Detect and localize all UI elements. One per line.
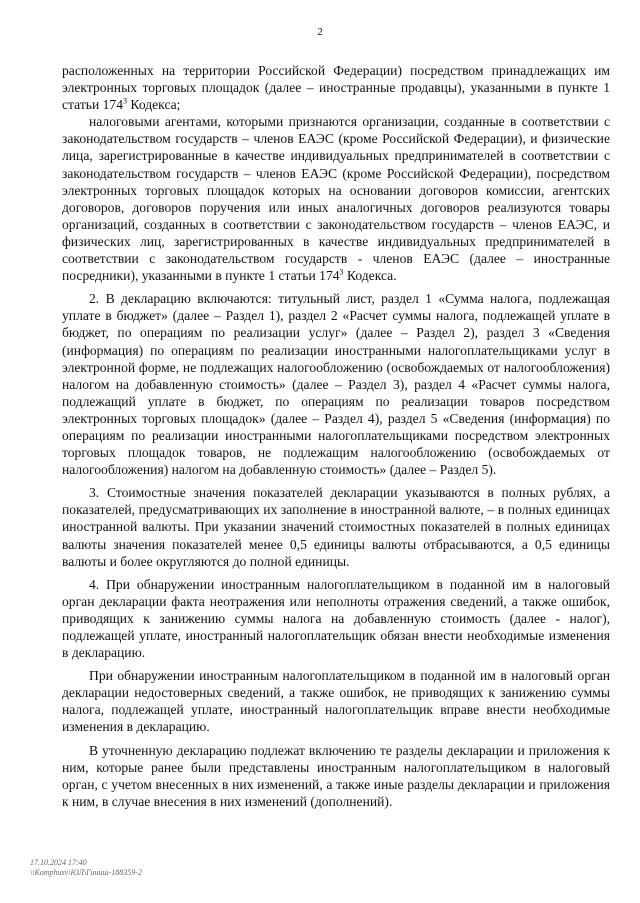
footer-file-path: \\Komphusv\ЮЛ\Гиниш-188359-2 xyxy=(30,868,142,877)
document-body xyxy=(62,62,610,810)
paragraph-continuation: расположенных на территории Российской Федерации) посредством принадлежащих им электронных торговых площадок (далее – иностранные продавцы), указанными в пункте 1 статьи $174^3$ Кодекса; xyxy=(62,63,610,113)
paragraph-right-to-amend: При обнаружении иностранным налогоплательщиком в поданной им в налоговый орган декларации недостоверных сведений, а также ошибок, не приводящих к занижению суммы налога, подлежащей уплате, иностранный налогоплательщик вправе внести необходимые изменения в декларацию. xyxy=(62,668,610,735)
superscript: 3 xyxy=(123,96,128,106)
paragraph-tax-agents: налоговыми агентами, которыми признаются организации, созданные в соответствии с законодательством государств – членов ЕАЭС (кроме Российской Федерации), и физические лица, зарегистрированные в качестве индивидуальных предпринимателей в соответствии с законодательством государств – членов ЕАЭС (кроме Российской Федерации), посредством электронных торговых площадок которых на основании договоров комиссии, агентских договоров, договоров поручения или иных аналогичных договоров реализуются товары организаций, созданных в соответствии с законодательством государств – членов ЕАЭС, и физических лиц, зарегистрированных в качестве индивидуальных предпринимателей в соответствии с законодательством государств - членов ЕАЭС (далее – иностранные посредники), указанными в пункте 1 статьи $174^3$ Кодекса. xyxy=(62,114,610,284)
paragraph-declaration-sections: 2. В декларацию включаются: титульный лист, раздел 1 «Сумма налога, подлежащая уплате в бюджет» (далее – Раздел 1), раздел 2 «Расчет суммы налога, подлежащей уплате в бюджет, по операциям по реализации услуг» (далее – Раздел 2), раздел 3 «Сведения (информация) по операциям по реализации иностранными налогоплательщиками услуг в электронной форме, не подлежащих налогообложению (освобождаемых от налогообложения) налогом на добавленную стоимость» (далее – Раздел 3), раздел 4 «Расчет суммы налога, подлежащий уплате в бюджет, по операциям по реализации товаров посредством электронных торговых площадок» (далее – Раздел 4), раздел 5 «Сведения (информация) по операциям по реализации иностранными налогоплательщиками посредством электронных торговых площадок товаров, не подлежащим налогообложению (освобождаемых от налогообложения) налогом на добавленную стоимость» (далее – Раздел 5). xyxy=(62,291,610,478)
page-number: 2 xyxy=(317,26,323,38)
document-footer xyxy=(30,858,142,878)
superscript: 3 xyxy=(339,267,344,277)
paragraph-value-indicators: 3. Стоимостные значения показателей декларации указываются в полных рублях, а показателей, предусматривающих их заполнение в иностранной валюте, – в полных единицах иностранной валюты. При указании значений стоимостных показателей в полных единицах валюты значения показателей менее 0,5 единицы валюты отбрасываются, а 0,5 единицы валюты и более округляются до полной единицы. xyxy=(62,485,610,569)
footer-timestamp: 17.10.2024 17:40 xyxy=(30,858,87,867)
paragraph-updated-declaration: В уточненную декларацию подлежат включению те разделы декларации и приложения к ним, которые ранее были представлены иностранным налогоплательщиком в налоговый орган, с учетом внесенных в них изменений, а также иные разделы декларации и приложения к ним, в случае внесения в них изменений (дополнений). xyxy=(62,742,610,809)
paragraph-obligation-to-amend: 4. При обнаружении иностранным налогоплательщиком в поданной им в налоговый орган декларации факта неотражения или неполноты отражения сведений, а также ошибок, приводящих к занижению суммы налога на добавленную стоимость (далее - налог), подлежащей уплате, иностранный налогоплательщик обязан внести необходимые изменения в декларацию. xyxy=(62,576,610,661)
